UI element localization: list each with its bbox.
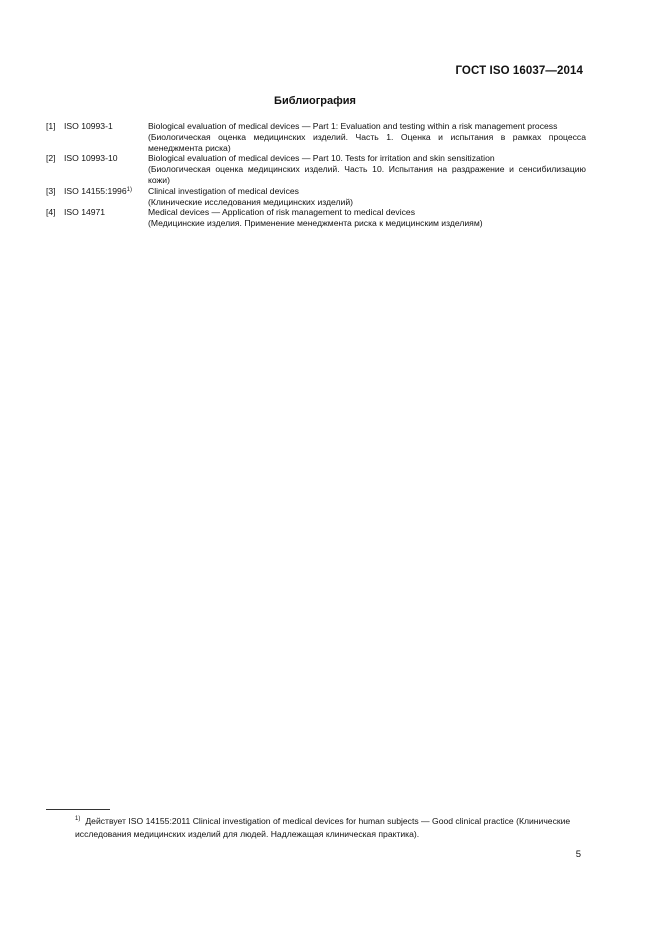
reference-text — [148, 121, 586, 153]
reference-title-en: Clinical investigation of medical devices — [148, 185, 299, 196]
reference-item — [46, 153, 586, 185]
footnote-marker: 1) — [75, 816, 81, 822]
footnote-marker: 1) — [126, 186, 132, 193]
reference-title-ru: (Биологическая оценка медицинских изделий. Часть 10. Испытания на раздражение и сенсибилизацию кожи) — [148, 164, 586, 185]
reference-code: ISO 14971 — [64, 207, 106, 218]
reference-title-ru: (Биологическая оценка медицинских изделий. Часть 1. Оценка и испытания в рамках процесса менеджмента риска) — [148, 131, 586, 153]
reference-code: ISO 14155:1996$^{1)}$ — [64, 185, 132, 196]
reference-text — [148, 153, 586, 185]
reference-title-ru: (Клинические исследования медицинских изделий) — [148, 196, 353, 207]
reference-text — [148, 186, 586, 208]
reference-number: [1] — [46, 121, 56, 131]
reference-number: [2] — [46, 153, 56, 164]
reference-item — [46, 121, 586, 153]
footnote-divider — [46, 809, 110, 810]
reference-title-en: Biological evaluation of medical devices — Part 1: Evaluation and testing within a risk management process — [148, 121, 558, 131]
reference-code: ISO 10993-1 — [64, 121, 113, 131]
footnote-text: Действует ISO 14155:2011 Clinical investigation of medical devices for human subjects — Good clinical practice (Клинические исследования медицинских изделий для людей. Надлежащая клиническая практика). — [75, 816, 571, 839]
reference-item — [46, 207, 586, 229]
footnote — [46, 815, 586, 840]
reference-number: [4] — [46, 207, 56, 218]
reference-title-en: Medical devices — Application of risk management to medical devices — [148, 207, 416, 218]
reference-item — [46, 186, 586, 208]
reference-number: [3] — [46, 185, 56, 196]
reference-title-ru: (Медицинские изделия. Применение менеджмента риска к медицинским изделиям) — [148, 218, 483, 229]
reference-list — [46, 121, 586, 229]
standard-code: ГОСТ ISO 16037—2014 — [455, 65, 583, 77]
bibliography-title: Библиография — [274, 95, 356, 107]
reference-text — [148, 207, 586, 229]
reference-title-en: Biological evaluation of medical devices — Part 10. Tests for irritation and skin sensitization — [148, 153, 495, 164]
page-number: 5 — [575, 849, 581, 860]
reference-code: ISO 10993-10 — [64, 153, 118, 164]
